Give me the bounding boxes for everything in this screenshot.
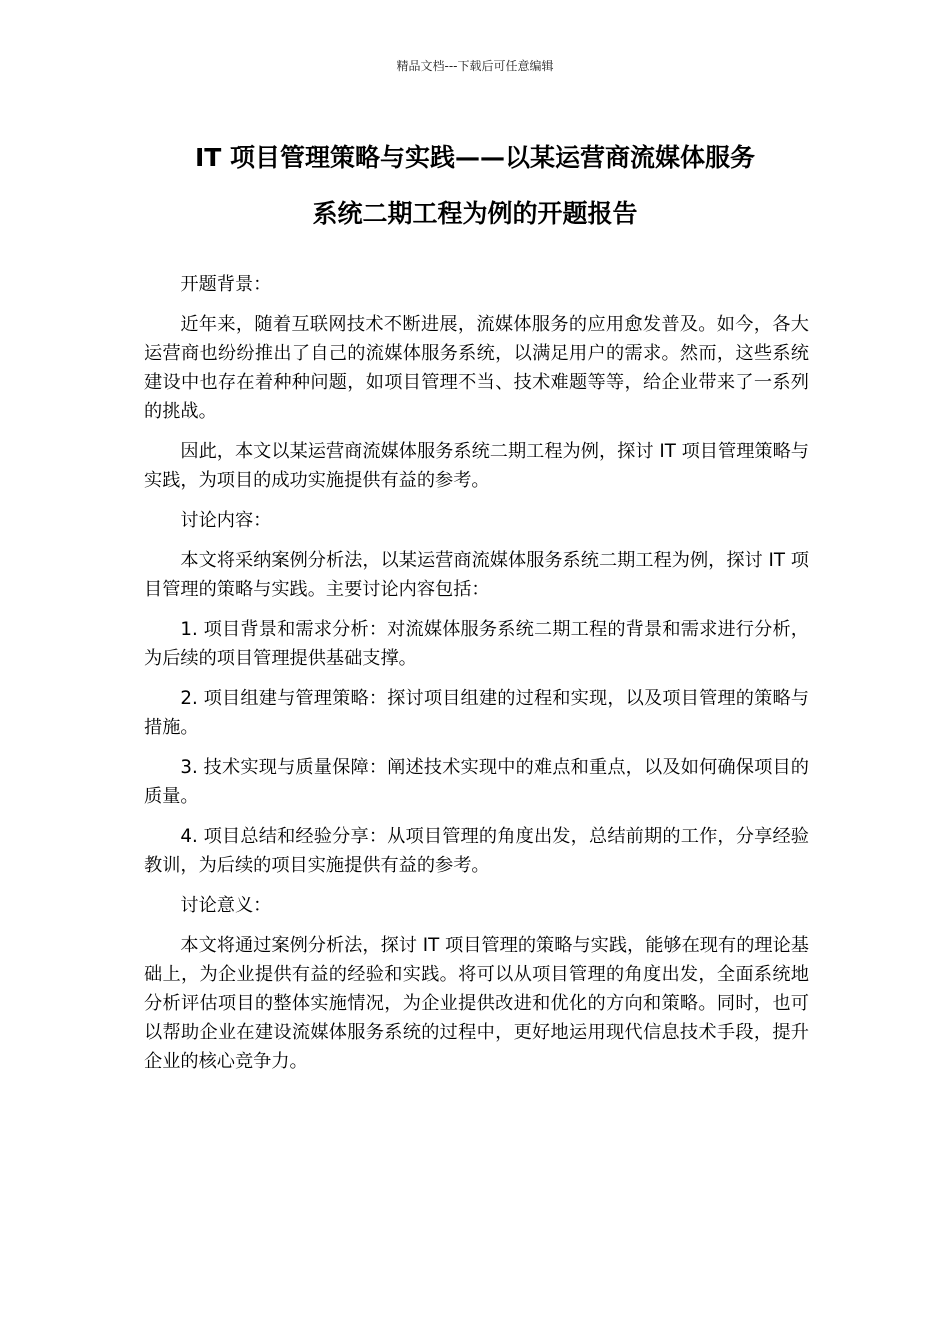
document-title [120,130,830,242]
title-line-1: IT 项目管理策略与实践——以某运营商流媒体服务 [194,143,756,172]
paragraph: 因此，本文以某运营商流媒体服务系统二期工程为例，探讨 IT 项目管理策略与实践，为项目的成功实施提供有益的参考。 [144,441,809,491]
paragraph: 近年来，随着互联网技术不断进展，流媒体服务的应用愈发普及。如今，各大运营商也纷纷推出了自己的流媒体服务系统，以满足用户的需求。然而，这些系统建设中也存在着种种问题，如项目管理不当、技术难题等等，给企业带来了一系列的挑战。 [144,314,809,422]
list-item: 4. 项目总结和经验分享：从项目管理的角度出发，总结前期的工作，分享经验教训，为后续的项目实施提供有益的参考。 [144,826,809,876]
page-header: 精品文档---下载后可任意编辑 [396,59,554,73]
list-item: 1. 项目背景和需求分析：对流媒体服务系统二期工程的背景和需求进行分析，为后续的项目管理提供基础支撑。 [144,619,809,669]
paragraph: 本文将通过案例分析法，探讨 IT 项目管理的策略与实践，能够在现有的理论基础上，为企业提供有益的经验和实践。将可以从项目管理的角度出发，全面系统地分析评估项目的整体实施情况，为企业提供改进和优化的方向和策略。同时，也可以帮助企业在建设流媒体服务系统的过程中，更好地运用现代信息技术手段，提升企业的核心竞争力。 [144,935,809,1072]
list-item: 3. 技术实现与质量保障：阐述技术实现中的难点和重点，以及如何确保项目的质量。 [144,757,809,807]
section-heading-significance: 讨论意义： [180,895,272,916]
section-heading-content: 讨论内容： [180,510,272,531]
paragraph: 本文将采纳案例分析法，以某运营商流媒体服务系统二期工程为例，探讨 IT 项目管理的策略与实践。主要讨论内容包括： [144,550,809,600]
section-heading-background: 开题背景： [180,274,272,295]
list-item: 2. 项目组建与管理策略：探讨项目组建的过程和实现，以及项目管理的策略与措施。 [144,688,809,738]
document-body [144,270,809,1087]
title-line-2: 系统二期工程为例的开题报告 [312,199,638,228]
